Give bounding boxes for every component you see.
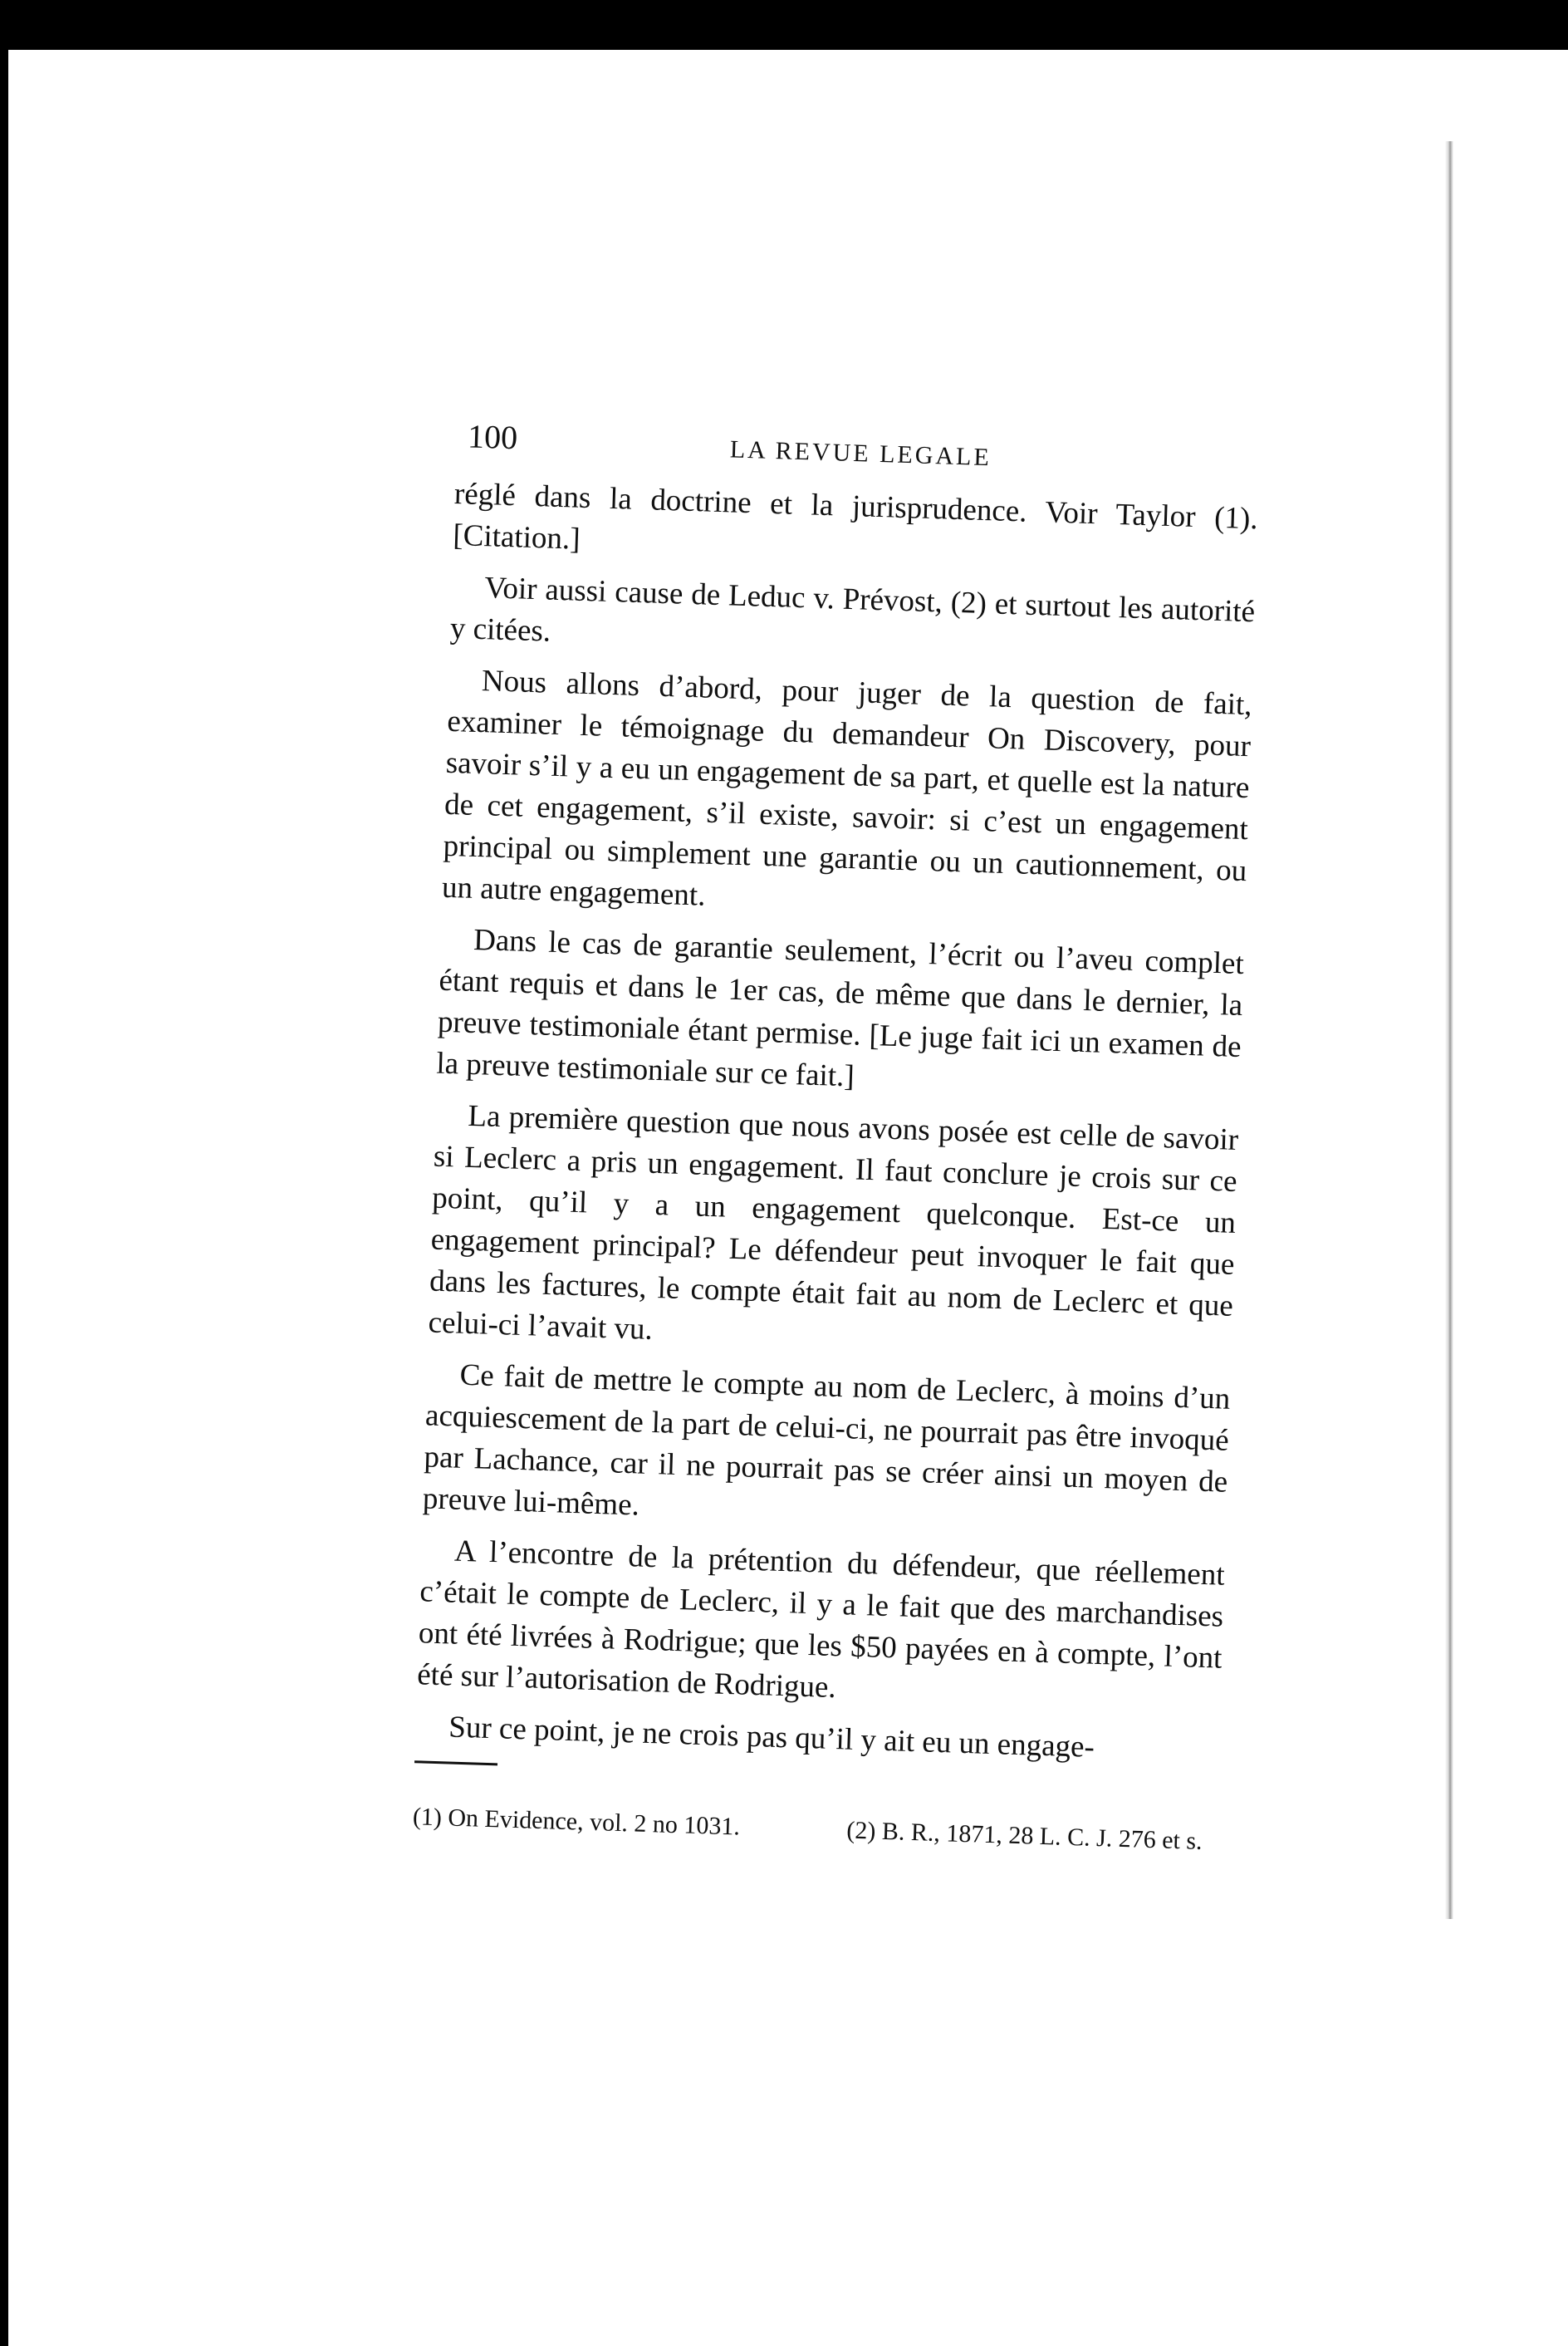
page-number: 100 [467,417,518,457]
footnote-2: (2) B. R., 1871, 28 L. C. J. 276 et s. [845,1816,1203,1856]
footnotes [412,1799,1217,1859]
scanned-page [8,50,1568,2346]
footnote-1: (1) On Evidence, vol. 2 no 1031. [412,1803,741,1841]
paragraph-1: réglé dans la doctrine et la jurisprudence. Voir Taylor (1). [Citation.] [452,476,1259,557]
page-text-block [412,415,1260,1860]
footnote-rule [414,1760,497,1765]
paragraph-6: Ce fait de mettre le compte au nom de Leclerc, à moins d’un acquiescement de la part de celui-ci, ne pourrait pas être invoqué par Lachance, car il ne pourrait pas se créer ainsi un moyen de preuve lui-même. [422,1357,1231,1523]
paragraph-5: La première question que nous avons posée est celle de savoir si Leclerc a pris un engagement. Il faut conclure je crois sur ce point, qu’il y a un engagement quelconque. Est-ce un engagement principal? Le défendeur peut invoquer le fait que dans les factures, le compte était fait au nom de Leclerc et que celui-ci l’avait vu. [428,1098,1239,1347]
page-edge-shadow [1445,141,1453,1919]
paragraph-8: Sur ce point, je ne crois pas qu’il y ait eu un engage- [448,1710,1095,1764]
running-head: LA REVUE LEGALE [729,435,992,472]
paragraph-7: A l’encontre de la prétention du défendeur, que réellement c’était le compte de Leclerc, il y a le fait que des marchandises ont été livrées à Rodrigue; que les $50 payées en à compte, l’ont été sur l’autorisation de Rodrigue. [416,1534,1226,1706]
paragraph-2: Voir aussi cause de Leduc v. Prévost, (2) et surtout les autorité y citées. [449,571,1256,649]
paragraph-4: Dans le cas de garantie seulement, l’écrit ou l’aveu complet étant requis et dans le 1er cas, de même que dans le dernier, la preuve testimoniale étant permise. [Le juge fait ici un examen de la preuve testimoniale sur ce fait.] [435,922,1245,1094]
paragraph-3: Nous allons d’abord, pour juger de la question de fait, examiner le témoignage du demandeur On Discovery, pour savoir s’il y a eu un engagement de sa part, et quelle est la nature de cet engagement, s’il existe, savoir: si c’est un engagement principal ou simplement une garantie ou un cautionnement, ou un autre engagement. [441,664,1253,913]
